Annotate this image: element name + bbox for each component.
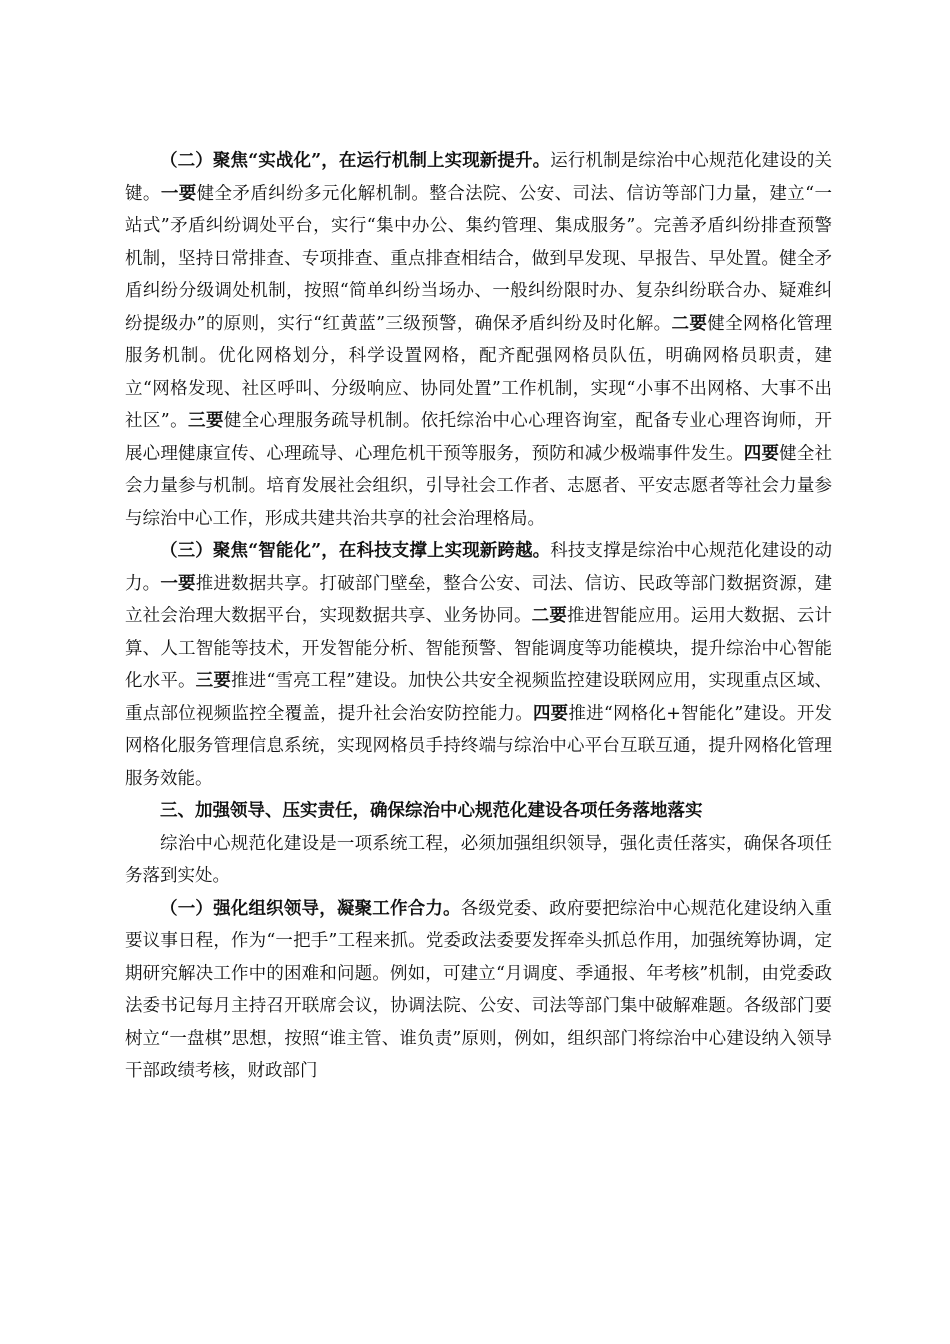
bold-text-run: 一要 [160,573,196,594]
bold-text-run: 三、加强领导、压实责任，确保综治中心规范化建设各项任务落地落实 [160,801,703,821]
text-run: 推进“网格化+智能化”建设。开发网格化服务管理信息系统，实现网格员手持终端与综治中心平台互联互通，提升网格化管理服务效能。 [125,703,833,789]
text-run: 综治中心规范化建设是一项系统工程，必须加强组织领导，强化责任落实，确保各项任务落到实处。 [125,833,832,886]
text-run: 推进智能应用。运用大数据、云计算、人工智能等技术，开发智能分析、智能预警、智能调度等功能模块，提升综治中心智能化水平。 [125,606,833,691]
bold-text-run: 二要 [671,313,708,334]
body-paragraph [125,893,832,1088]
text-run: 健全社会力量参与机制。培育发展社会组织，引导社会工作者、志愿者、平安志愿者等社会力量参与综治中心工作，形成共建共治共享的社会治理格局。 [125,443,832,529]
text-run: 健全网格化管理服务机制。优化网格划分，科学设置网格，配齐配强网格员队伍，明确网格员职责，建立“网格发现、社区呼叫、分级响应、协同处置”工作机制，实现“小事不出网格、大事不出社区”。 [125,313,833,431]
bold-text-run: 一要 [160,183,197,204]
text-run: 推进“雪亮工程”建设。加快公共安全视频监控建设联网应用，实现重点区域、重点部位视频监控全覆盖，提升社会治安防控能力。 [125,671,833,724]
bold-text-run: 四要 [532,703,569,724]
text-run: 推进数据共享。打破部门壁垒，整合公安、司法、信访、民政等部门数据资源，建立社会治理大数据平台，实现数据共享、业务协同。 [125,573,832,626]
bold-text-run: （二）聚焦“实战化”，在运行机制上实现新提升。 [160,151,551,171]
text-run: 健全矛盾纠纷多元化解机制。整合法院、公安、司法、信访等部门力量，建立“一站式”矛盾纠纷调处平台，实行“集中办公、集约管理、集成服务”。完善矛盾纠纷排查预警机制，坚持日常排查、专项排查、重点排查相结合，做到早发现、早报告、早处置。健全矛盾纠纷分级调处机制，按照“简单纠纷当场办、一般纠纷限时办、复杂纠纷联合办、疑难纠纷提级办”的原则，实行“红黄蓝”三级预警，确保矛盾纠纷及时化解。 [125,183,833,334]
text-run: 科技支撑是综治中心规范化建设的动力。 [125,541,833,594]
text-run: 各级党委、政府要把综治中心规范化建设纳入重要议事日程，作为“一把手”工程来抓。党委政法委要发挥牵头抓总作用，加强统筹协调，定期研究解决工作中的困难和问题。例如，可建立“月调度、季通报、年考核”机制，由党委政法委书记每月主持召开联席会议，协调法院、公安、司法等部门集中破解难题。各级部门要树立“一盘棋”思想，按照“谁主管、谁负责”原则，例如，组织部门将综治中心建设纳入领导干部政绩考核，财政部门 [125,898,833,1081]
bold-text-run: 四要 [743,443,780,464]
bold-text-run: 三要 [195,671,232,691]
body-paragraph [125,535,832,795]
text-run: 运行机制是综治中心规范化建设的关键。 [125,151,833,204]
bold-text-run: （一）强化组织领导，凝聚工作合力。 [160,898,461,919]
bold-text-run: 三要 [188,411,224,431]
body-paragraph [125,828,832,893]
bold-text-run: （三）聚焦“智能化”，在科技支撑上实现新跨越。 [160,541,551,561]
text-run: 健全心理服务疏导机制。依托综治中心心理咨询室，配备专业心理咨询师，开展心理健康宣传、心理疏导、心理危机干预等服务，预防和减少极端事件发生。 [125,411,833,464]
document-page [125,145,832,1088]
body-paragraph [125,145,832,535]
section-heading [125,795,832,828]
bold-text-run: 二要 [531,606,567,626]
